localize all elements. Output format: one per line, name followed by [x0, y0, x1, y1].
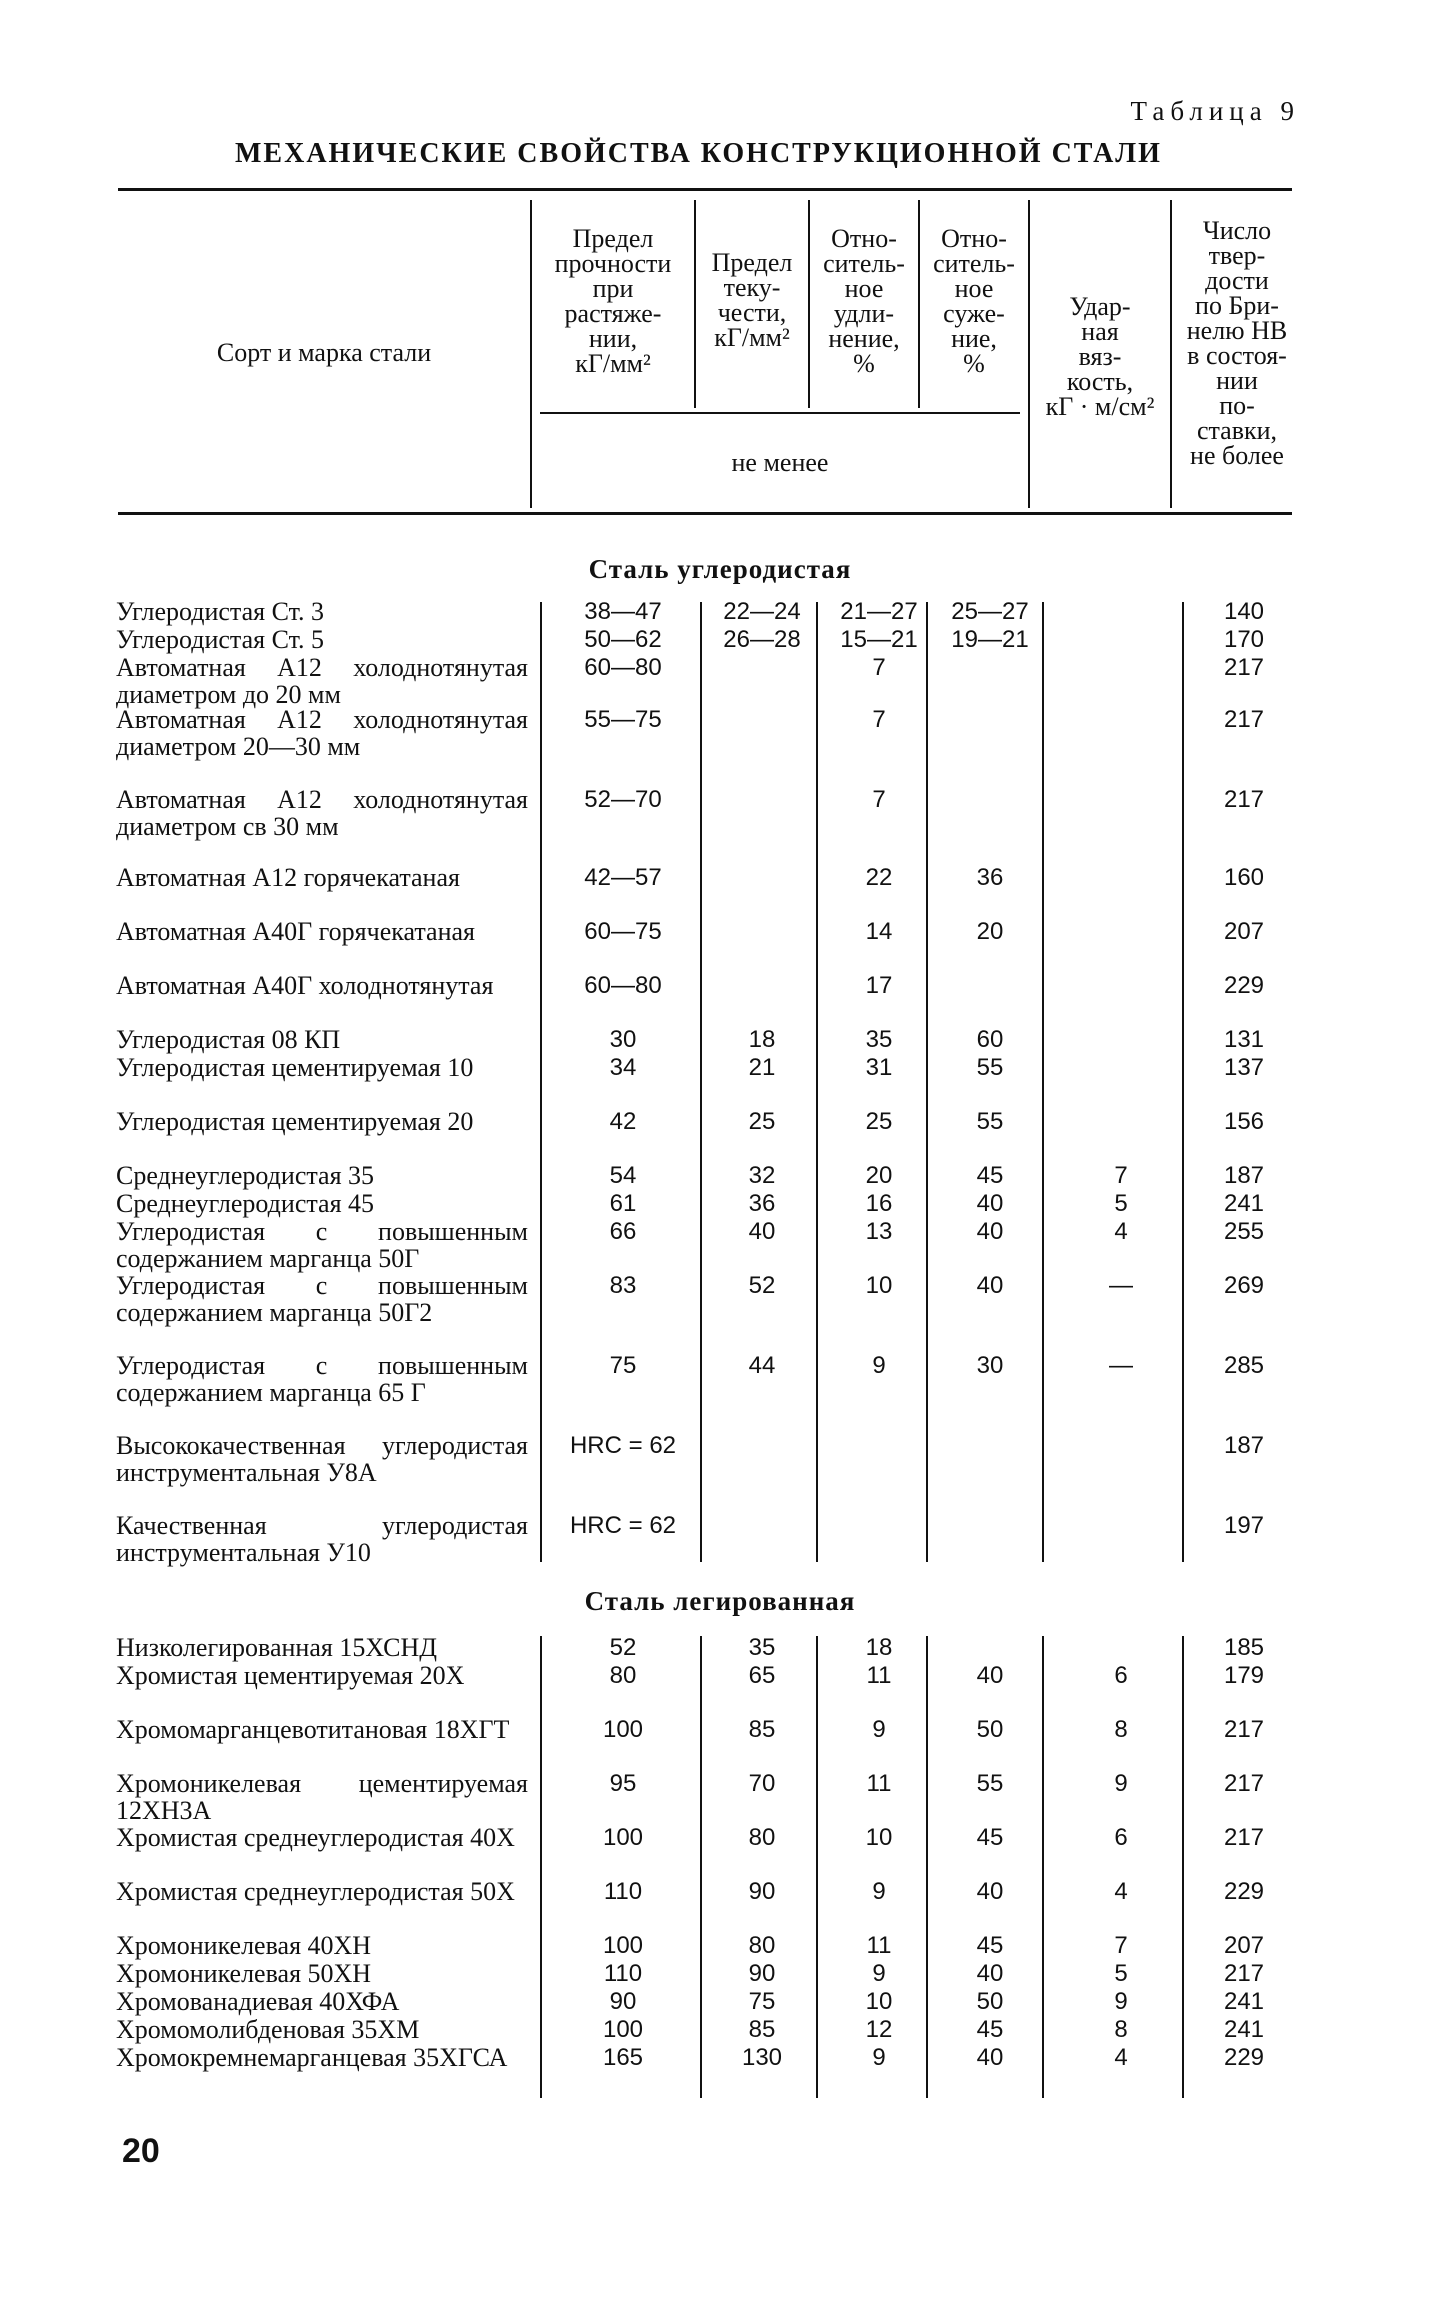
min-note-rule [540, 412, 1020, 414]
cell-impact: — [1109, 1352, 1133, 1379]
cell-elong: 9 [872, 2044, 886, 2071]
cell-contr: 55 [976, 1054, 1004, 1081]
cell-impact: 7 [1114, 1162, 1128, 1189]
cell-elong: 14 [865, 918, 893, 945]
cell-impact: 5 [1114, 1960, 1128, 1987]
column-divider [816, 602, 818, 1562]
cell-elong: 7 [872, 786, 886, 813]
header-bottom-rule [118, 512, 1292, 515]
steel-grade-name: Хромокремнемарганцевая 35ХГСА [116, 2043, 508, 2072]
cell-contr: 20 [976, 918, 1004, 945]
cell-hb: 241 [1223, 1190, 1265, 1217]
column-divider [540, 1636, 542, 2098]
steel-grade-name: Хромоникелевая 40ХН [116, 1931, 372, 1960]
cell-yield: 18 [748, 1026, 776, 1053]
steel-grade-name: Хромистая среднеуглеродистая 40Х [116, 1823, 515, 1852]
steel-grade-name: Автоматная А12 горячекатаная [116, 863, 460, 892]
cell-hb: 187 [1223, 1162, 1265, 1189]
cell-tensile: 83 [609, 1272, 637, 1299]
cell-contr: 45 [976, 1162, 1004, 1189]
cell-contr: 45 [976, 2016, 1004, 2043]
steel-grade-name: Хромованадиевая 40ХФА [116, 1987, 400, 2016]
cell-impact: 4 [1114, 1878, 1128, 1905]
steel-grade-name: Углеродистая цементируемая 20 [116, 1107, 474, 1136]
steel-grade-name: Хромоникелевая цементируемая 12ХН3А [116, 1769, 528, 1825]
cell-elong: 7 [872, 706, 886, 733]
cell-elong: 9 [872, 1878, 886, 1905]
cell-impact: 4 [1114, 2044, 1128, 2071]
cell-yield: 90 [748, 1960, 776, 1987]
column-divider [926, 602, 928, 1562]
cell-contr: 45 [976, 1932, 1004, 1959]
cell-elong: 21—27 [840, 598, 918, 625]
cell-elong: 35 [865, 1026, 893, 1053]
cell-yield: 80 [748, 1824, 776, 1851]
cell-elong: 16 [865, 1190, 893, 1217]
cell-hb: 197 [1223, 1512, 1265, 1539]
cell-elong: 20 [865, 1162, 893, 1189]
cell-hb: 241 [1223, 1988, 1265, 2015]
steel-grade-name: Низколегированная 15ХСНД [116, 1633, 437, 1662]
cell-hb: 229 [1223, 1878, 1265, 1905]
cell-elong: 15—21 [840, 626, 918, 653]
cell-contr: 55 [976, 1108, 1004, 1135]
cell-contr: 30 [976, 1352, 1004, 1379]
cell-hb: 185 [1223, 1634, 1265, 1661]
cell-hb: 217 [1223, 1824, 1265, 1851]
cell-contr: 50 [976, 1988, 1004, 2015]
cell-tensile: 52 [609, 1634, 637, 1661]
cell-hb: 160 [1223, 864, 1265, 891]
cell-impact: 6 [1114, 1824, 1128, 1851]
cell-tensile: 100 [602, 1932, 644, 1959]
cell-tensile: 54 [609, 1162, 637, 1189]
cell-hb: 269 [1223, 1272, 1265, 1299]
cell-tensile: 60—75 [584, 918, 662, 945]
cell-yield: 21 [748, 1054, 776, 1081]
cell-elong: 10 [865, 1272, 893, 1299]
column-divider [1182, 602, 1184, 1562]
cell-tensile: 95 [609, 1770, 637, 1797]
cell-hb: 207 [1223, 1932, 1265, 1959]
cell-hb: 217 [1223, 1770, 1265, 1797]
cell-contr: 19—21 [951, 626, 1029, 653]
cell-contr: 60 [976, 1026, 1004, 1053]
cell-impact: 9 [1114, 1988, 1128, 2015]
cell-elong: 9 [872, 1716, 886, 1743]
cell-yield: 32 [748, 1162, 776, 1189]
cell-yield: 44 [748, 1352, 776, 1379]
steel-grade-name: Хромомарганцевотитановая 18ХГТ [116, 1715, 510, 1744]
cell-hb: 207 [1223, 918, 1265, 945]
cell-tensile: 61 [609, 1190, 637, 1217]
cell-tensile: 34 [609, 1054, 637, 1081]
cell-contr: 36 [976, 864, 1004, 891]
cell-contr: 45 [976, 1824, 1004, 1851]
cell-impact: 5 [1114, 1190, 1128, 1217]
cell-elong: 12 [865, 2016, 893, 2043]
column-divider [1042, 602, 1044, 1562]
steel-grade-name: Углеродистая 08 КП [116, 1025, 341, 1054]
cell-yield: 25 [748, 1108, 776, 1135]
cell-tensile: 52—70 [584, 786, 662, 813]
section-title: Сталь легированная [584, 1586, 856, 1616]
section-title: Сталь углеродистая [588, 554, 852, 584]
cell-hb: 170 [1223, 626, 1265, 653]
steel-grade-name: Автоматная А40Г горячекатаная [116, 917, 475, 946]
cell-contr: 40 [976, 1878, 1004, 1905]
cell-contr: 40 [976, 1272, 1004, 1299]
cell-tensile: 110 [603, 1960, 643, 1987]
cell-yield: 22—24 [723, 598, 801, 625]
cell-contr: 55 [976, 1770, 1004, 1797]
cell-hb: 131 [1223, 1026, 1265, 1053]
steel-grade-name: Хромистая цементируемая 20Х [116, 1661, 465, 1690]
cell-elong: 31 [865, 1054, 893, 1081]
steel-grade-name: Высококачественная углеродистая инструментальная У8А [116, 1431, 528, 1487]
cell-elong: 17 [865, 972, 893, 999]
cell-hb: 217 [1223, 654, 1265, 681]
steel-grade-name: Углеродистая цементируемая 10 [116, 1053, 474, 1082]
cell-hb: 140 [1223, 598, 1265, 625]
cell-tensile: 100 [602, 1716, 644, 1743]
cell-elong: 11 [866, 1932, 892, 1959]
cell-tensile: 38—47 [584, 598, 662, 625]
cell-impact: 9 [1114, 1770, 1128, 1797]
cell-impact: 8 [1114, 2016, 1128, 2043]
cell-elong: 10 [865, 1824, 893, 1851]
steel-grade-name: Автоматная А12 холоднотянутая диаметром до 20 мм [116, 653, 528, 709]
cell-tensile: 66 [609, 1218, 637, 1245]
steel-grade-name: Углеродистая с повышенным содержанием марганца 50Г2 [116, 1271, 528, 1327]
table-label: Таблица 9 [1130, 96, 1300, 126]
cell-hb: 179 [1223, 1662, 1265, 1689]
table-title: МЕХАНИЧЕСКИЕ СВОЙСТВА КОНСТРУКЦИОННОЙ СТАЛИ [235, 138, 1162, 169]
cell-tensile: 42 [609, 1108, 637, 1135]
cell-elong: 13 [865, 1218, 893, 1245]
steel-grade-name: Хромомолибденовая 35ХМ [116, 2015, 420, 2044]
cell-tensile: 42—57 [584, 864, 662, 891]
cell-hb: 156 [1223, 1108, 1265, 1135]
steel-grade-name: Среднеуглеродистая 35 [116, 1161, 375, 1190]
steel-grade-name: Автоматная А40Г холоднотянутая [116, 971, 494, 1000]
column-divider [700, 602, 702, 1562]
steel-grade-name: Среднеуглеродистая 45 [116, 1189, 375, 1218]
cell-tensile: 75 [609, 1352, 637, 1379]
cell-hb: 217 [1223, 1716, 1265, 1743]
cell-tensile: 60—80 [584, 972, 662, 999]
cell-impact: 7 [1114, 1932, 1128, 1959]
cell-hb: 137 [1223, 1054, 1265, 1081]
cell-yield: 52 [748, 1272, 776, 1299]
steel-grade-name: Качественная углеродистая инструментальная У10 [116, 1511, 528, 1567]
cell-tensile: 100 [602, 1824, 644, 1851]
steel-grade-name: Углеродистая Ст. 3 [116, 597, 324, 626]
cell-yield: 26—28 [723, 626, 801, 653]
cell-yield: 80 [748, 1932, 776, 1959]
cell-hb: 217 [1223, 1960, 1265, 1987]
cell-elong: 10 [865, 1988, 893, 2015]
header-tensile: Предел прочности при растяже- нии, кГ/мм² [554, 224, 672, 378]
cell-tensile: 100 [602, 2016, 644, 2043]
cell-contr: 40 [976, 1960, 1004, 1987]
cell-tensile: 165 [602, 2044, 644, 2071]
cell-elong: 18 [865, 1634, 893, 1661]
cell-yield: 85 [748, 1716, 776, 1743]
cell-tensile: 30 [609, 1026, 637, 1053]
cell-contr: 50 [976, 1716, 1004, 1743]
cell-impact: — [1109, 1272, 1133, 1299]
cell-tensile: 60—80 [584, 654, 662, 681]
cell-elong: 9 [872, 1352, 886, 1379]
cell-elong: 9 [872, 1960, 886, 1987]
cell-elong: 25 [865, 1108, 893, 1135]
cell-tensile: 55—75 [584, 706, 662, 733]
header-hardness: Число твер- дости по Бри- нелю НВ в состоя- нии по- ставки, не более [1186, 216, 1288, 470]
header-impact: Удар- ная вяз- кость, кГ · м/см² [1045, 292, 1155, 421]
cell-tensile: 90 [609, 1988, 637, 2015]
cell-yield: 75 [748, 1988, 776, 2015]
cell-tensile: HRC = 62 [569, 1512, 677, 1539]
cell-contr: 40 [976, 1190, 1004, 1217]
cell-tensile: 80 [609, 1662, 637, 1689]
cell-yield: 85 [748, 2016, 776, 2043]
cell-yield: 65 [748, 1662, 776, 1689]
steel-grade-name: Углеродистая Ст. 5 [116, 625, 324, 654]
cell-impact: 6 [1114, 1662, 1128, 1689]
cell-hb: 187 [1223, 1432, 1265, 1459]
cell-elong: 11 [866, 1770, 892, 1797]
steel-grade-name: Хромоникелевая 50ХН [116, 1959, 372, 1988]
cell-hb: 241 [1223, 2016, 1265, 2043]
cell-elong: 22 [865, 864, 893, 891]
page-number: 20 [122, 2132, 160, 2170]
cell-yield: 35 [748, 1634, 776, 1661]
header-yield: Предел теку- чести, кГ/мм² [711, 248, 793, 352]
cell-yield: 36 [748, 1190, 776, 1217]
cell-tensile: HRC = 62 [569, 1432, 677, 1459]
cell-contr: 25—27 [951, 598, 1029, 625]
header-elongation: Отно- ситель- ное удли- нение, % [823, 224, 905, 378]
steel-grade-name: Автоматная А12 холоднотянутая диаметром 20—30 мм [116, 705, 528, 761]
steel-grade-name: Хромистая среднеуглеродистая 50Х [116, 1877, 515, 1906]
cell-hb: 217 [1223, 706, 1265, 733]
steel-grade-name: Автоматная А12 холоднотянутая диаметром св 30 мм [116, 785, 528, 841]
cell-hb: 217 [1223, 786, 1265, 813]
cell-impact: 8 [1114, 1716, 1128, 1743]
cell-hb: 229 [1223, 2044, 1265, 2071]
cell-hb: 285 [1223, 1352, 1265, 1379]
cell-hb: 255 [1223, 1218, 1265, 1245]
header-grade: Сорт и марка стали [216, 338, 432, 367]
header-contraction: Отно- ситель- ное суже- ние, % [933, 224, 1015, 378]
cell-yield: 130 [741, 2044, 783, 2071]
cell-contr: 40 [976, 2044, 1004, 2071]
cell-yield: 90 [748, 1878, 776, 1905]
cell-hb: 229 [1223, 972, 1265, 999]
cell-tensile: 110 [603, 1878, 643, 1905]
cell-contr: 40 [976, 1662, 1004, 1689]
steel-grade-name: Углеродистая с повышенным содержанием марганца 50Г [116, 1217, 528, 1273]
steel-grade-name: Углеродистая с повышенным содержанием марганца 65 Г [116, 1351, 528, 1407]
table-top-rule [118, 188, 1292, 191]
cell-yield: 40 [748, 1218, 776, 1245]
cell-impact: 4 [1114, 1218, 1128, 1245]
cell-elong: 11 [866, 1662, 892, 1689]
header-min-note: не менее [731, 448, 829, 477]
column-divider [540, 602, 542, 1562]
cell-contr: 40 [976, 1218, 1004, 1245]
cell-tensile: 50—62 [584, 626, 662, 653]
cell-elong: 7 [872, 654, 886, 681]
cell-yield: 70 [748, 1770, 776, 1797]
